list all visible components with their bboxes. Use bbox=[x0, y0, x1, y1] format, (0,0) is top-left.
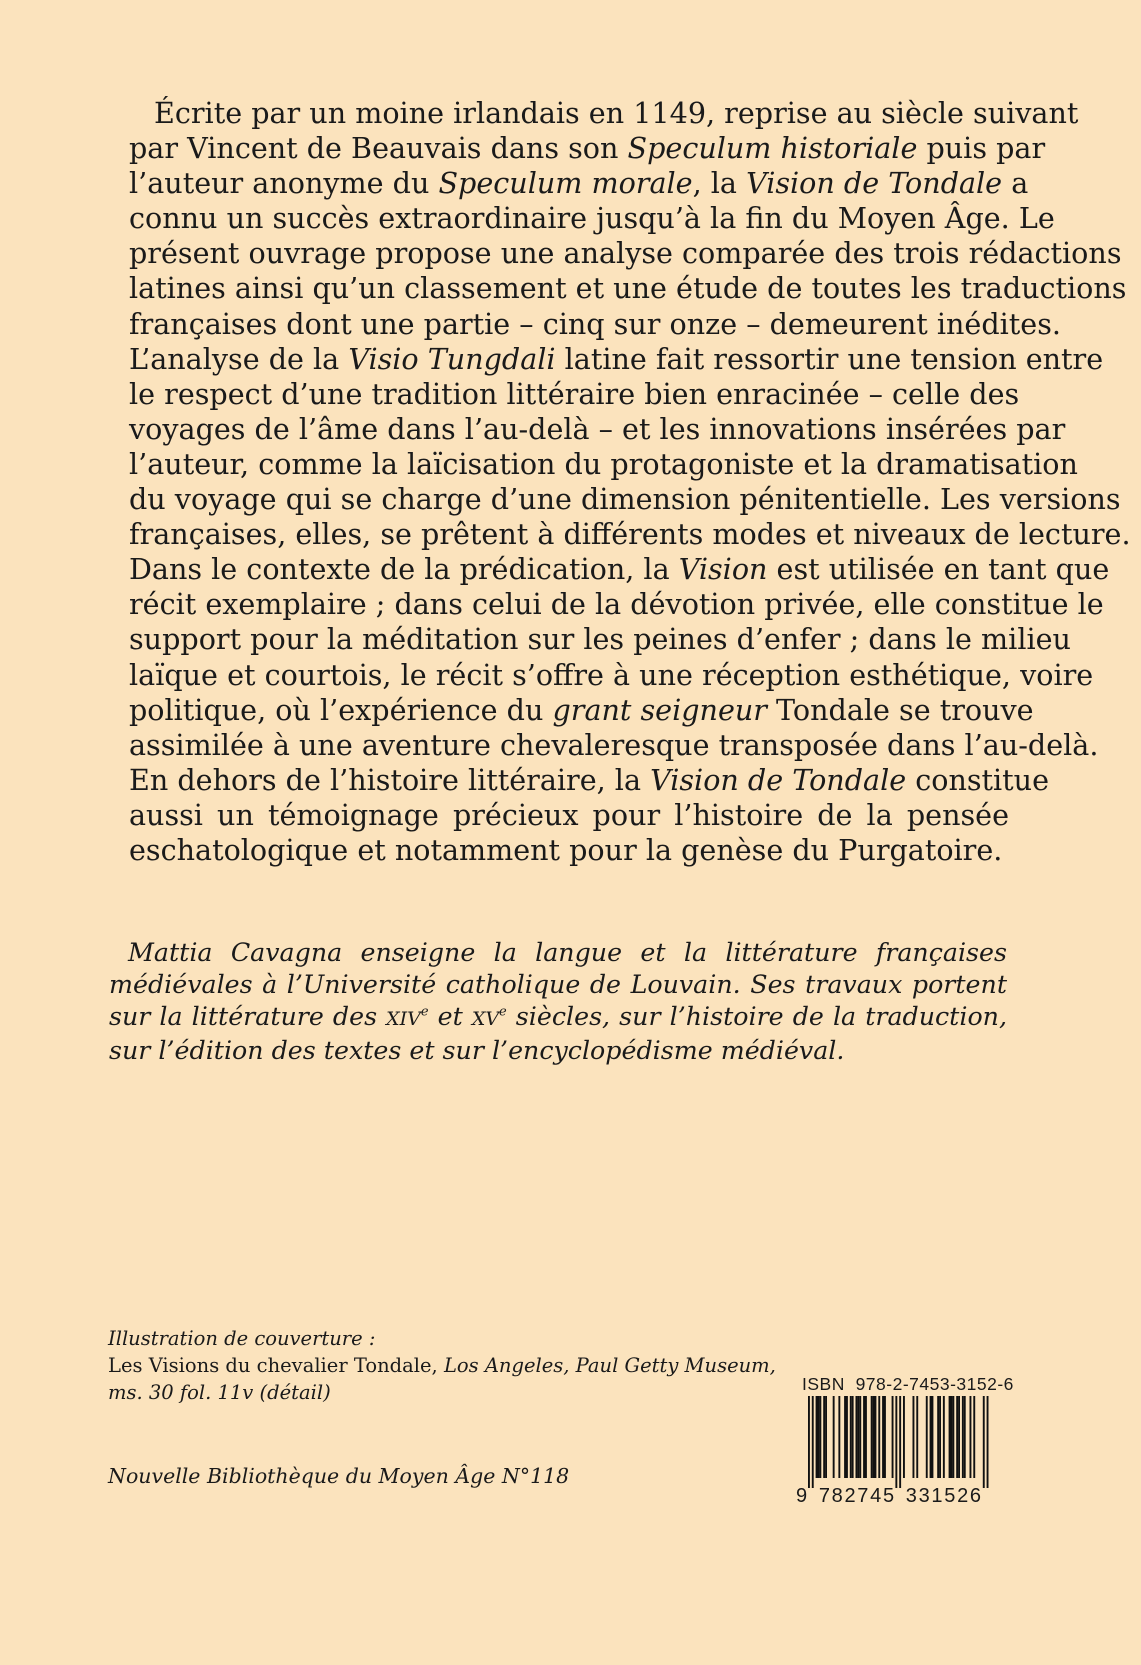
abstract-line: le respect d’une tradition littéraire bien enracinée – celle des bbox=[129, 376, 1020, 411]
abstract-line: L’analyse de la Visio Tungdali latine fait ressortir une tension entre bbox=[129, 341, 1104, 376]
barcode-bar bbox=[983, 1396, 985, 1488]
barcode-bar bbox=[857, 1396, 859, 1478]
abstract-line: françaises dont une partie – cinq sur onze – demeurent inédites. bbox=[129, 306, 1061, 341]
credit-line-2: ms. 30 fol. 11v (détail) bbox=[108, 1381, 331, 1404]
barcode-bar bbox=[838, 1396, 840, 1478]
abstract-line: récit exemplaire ; dans celui de la dévotion privée, elle constitue le bbox=[129, 587, 1104, 622]
barcode-bar bbox=[956, 1396, 958, 1478]
abstract-line: assimilée à une aventure chevaleresque transposée dans l’au-delà. bbox=[129, 727, 1099, 762]
barcode-bar bbox=[844, 1396, 846, 1478]
abstract-line: françaises, elles, se prêtent à différents modes et niveaux de lecture. bbox=[129, 517, 1131, 552]
isbn-barcode bbox=[796, 1374, 1014, 1507]
abstract-text bbox=[129, 96, 1131, 868]
barcode-bar bbox=[973, 1396, 975, 1478]
barcode-bar bbox=[846, 1396, 848, 1478]
abstract-line: par Vincent de Beauvais dans son Speculum historiale puis par bbox=[129, 131, 1046, 166]
barcode-bar bbox=[930, 1396, 932, 1478]
isbn-label: ISBN 978-2-7453-3152-6 bbox=[802, 1374, 1014, 1394]
abstract-line: laïque et courtois, le récit s’offre à une réception esthétique, voire bbox=[129, 657, 1094, 692]
barcode-bar bbox=[819, 1396, 821, 1478]
abstract-line: aussi un témoignage précieux pour l’histoire de la pensée bbox=[129, 797, 1009, 832]
barcode-bar bbox=[937, 1396, 939, 1478]
barcode-bars bbox=[796, 1396, 998, 1488]
barcode-bar bbox=[833, 1396, 835, 1478]
abstract-line: politique, où l’expérience du grant seigneur Tondale se trouve bbox=[129, 692, 1034, 727]
series-title: Nouvelle Bibliothèque du Moyen Âge N°118 bbox=[108, 1464, 570, 1488]
barcode-bar bbox=[856, 1396, 858, 1478]
barcode-bar bbox=[895, 1396, 897, 1488]
abstract-line: Dans le contexte de la prédication, la Vision est utilisée en tant que bbox=[129, 552, 1110, 587]
barcode-bar bbox=[926, 1396, 928, 1478]
barcode-bar bbox=[952, 1396, 954, 1478]
barcode-bar bbox=[825, 1396, 827, 1478]
barcode-bar bbox=[873, 1396, 875, 1478]
barcode-bar bbox=[882, 1396, 884, 1478]
abstract-line: connu un succès extraordinaire jusqu’à la fin du Moyen Âge. Le bbox=[129, 201, 1055, 236]
abstract-line: latines ainsi qu’un classement et une étude de toutes les traductions bbox=[129, 271, 1127, 306]
barcode-bar bbox=[964, 1396, 966, 1478]
barcode-bar bbox=[987, 1396, 989, 1488]
abstract-line: Écrite par un moine irlandais en 1149, reprise au siècle suivant bbox=[154, 96, 1079, 130]
bio-line: médiévales à l’Université catholique de Louvain. Ses travaux portent bbox=[109, 970, 1007, 999]
barcode-bar bbox=[871, 1396, 873, 1478]
barcode-bar bbox=[878, 1396, 880, 1478]
barcode-bar bbox=[892, 1396, 894, 1478]
abstract-line: l’auteur, comme la laïcisation du protagoniste et la dramatisation bbox=[129, 446, 1078, 481]
barcode-bar bbox=[958, 1396, 960, 1478]
barcode-bar bbox=[943, 1396, 945, 1478]
barcode-bar bbox=[884, 1396, 886, 1478]
barcode-bar bbox=[913, 1396, 915, 1478]
barcode-bar bbox=[916, 1396, 918, 1478]
abstract-line: support pour la méditation sur les peines d’enfer ; dans le milieu bbox=[129, 622, 1071, 657]
barcode-bar bbox=[850, 1396, 852, 1478]
barcode-bar bbox=[859, 1396, 861, 1478]
barcode-bar bbox=[949, 1396, 951, 1478]
barcode-bar bbox=[808, 1396, 810, 1488]
credit-heading: Illustration de couverture : bbox=[108, 1327, 376, 1350]
abstract-line: l’auteur anonyme du Speculum morale, la Vision de Tondale a bbox=[129, 166, 1029, 201]
barcode-bar bbox=[852, 1396, 854, 1478]
barcode-bar bbox=[812, 1396, 814, 1488]
abstract-line: présent ouvrage propose une analyse comparée des trois rédactions bbox=[129, 236, 1122, 271]
barcode-bar bbox=[875, 1396, 877, 1478]
barcode-bar bbox=[818, 1396, 820, 1478]
barcode-bar bbox=[970, 1396, 972, 1478]
author-bio bbox=[109, 937, 1007, 1067]
bio-line: sur l’édition des textes et sur l’encyclopédisme médiéval. bbox=[109, 1036, 845, 1065]
barcode-bar bbox=[903, 1396, 905, 1478]
barcode-bar bbox=[932, 1396, 934, 1478]
bio-line: Mattia Cavagna enseigne la langue et la littérature françaises bbox=[128, 938, 1007, 967]
abstract-line: voyages de l’âme dans l’au-delà – et les innovations insérées par bbox=[129, 411, 1066, 446]
cover-illustration-credit bbox=[108, 1325, 776, 1406]
abstract-line: du voyage qui se charge d’une dimension pénitentielle. Les versions bbox=[129, 482, 1121, 517]
barcode-bar bbox=[823, 1396, 825, 1478]
credit-line-1: Les Visions du chevalier Tondale, Los Angeles, Paul Getty Museum, bbox=[108, 1354, 776, 1377]
barcode-bar bbox=[863, 1396, 865, 1478]
abstract-line: eschatologique et notamment pour la genèse du Purgatoire. bbox=[129, 832, 1003, 867]
bio-line: sur la littérature des XIVe et XVe siècles, sur l’histoire de la traduction, bbox=[109, 1002, 1008, 1031]
barcode-digits: 9 782745 331526 bbox=[796, 1485, 983, 1507]
barcode-bar bbox=[951, 1396, 953, 1478]
barcode-bar bbox=[899, 1396, 901, 1488]
barcode-bar bbox=[962, 1396, 964, 1478]
barcode-bar bbox=[865, 1396, 867, 1478]
abstract-line: En dehors de l’histoire littéraire, la Vision de Tondale constitue bbox=[129, 762, 1050, 797]
barcode-bar bbox=[939, 1396, 941, 1478]
barcode-bar bbox=[816, 1396, 818, 1478]
